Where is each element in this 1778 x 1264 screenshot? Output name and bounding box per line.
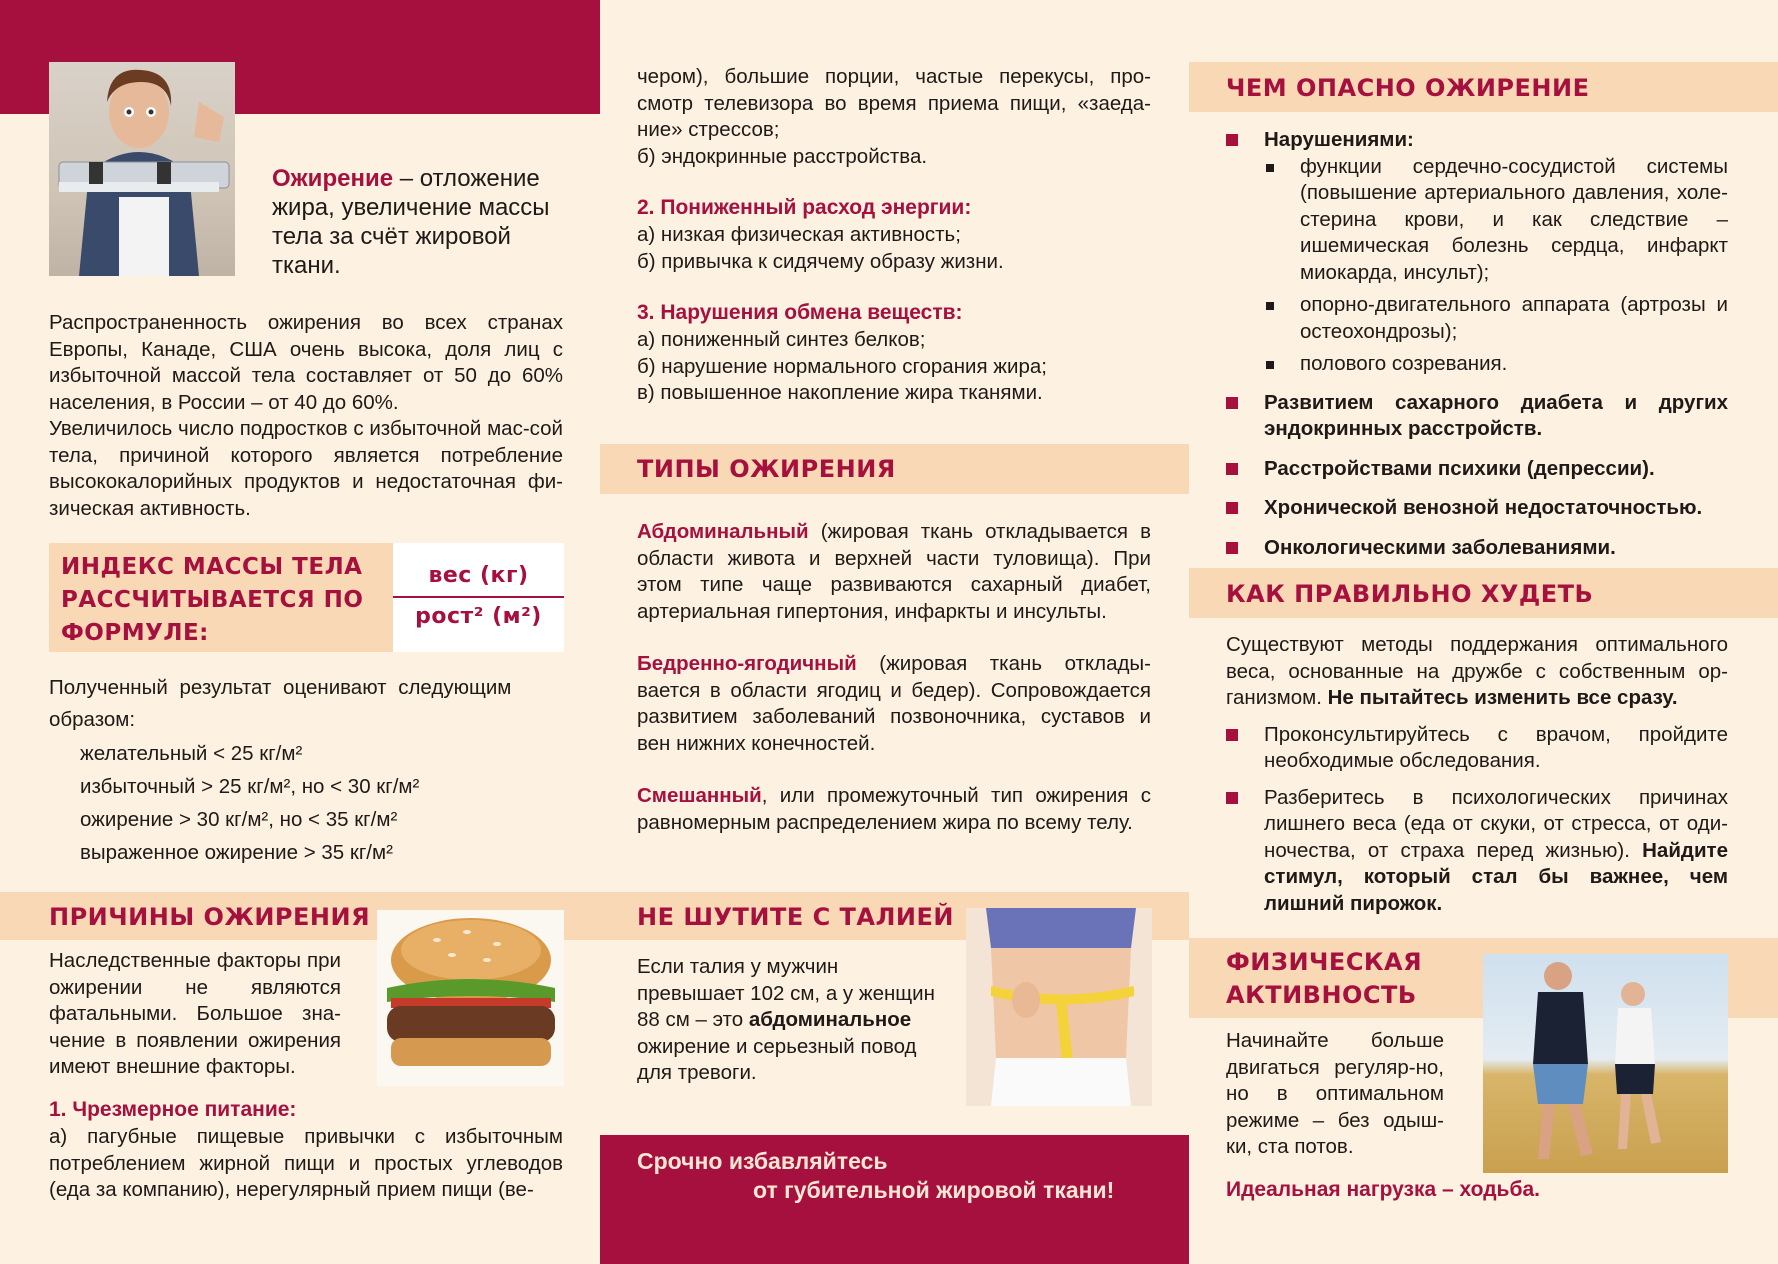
type-mixed	[637, 783, 1151, 836]
bmi-formula	[393, 543, 564, 652]
definition-term: Ожирение	[272, 165, 394, 192]
bmi-fraction-line	[393, 596, 564, 598]
danger-item-diabetes: Развитием сахарного диабета и других эндокринных расстройств.	[1226, 390, 1728, 443]
cause1-continued-text: чером), большие порции, частые перекусы, про-смотр телевизора во время приема пищи, «заеда-ние» стрессов;	[637, 65, 1151, 141]
waist-text-part1: Если талия у мужчин превышает 102 см, а у женщин 88 см – это	[637, 955, 935, 1031]
bmi-title: ИНДЕКС МАССЫ ТЕЛА РАССЧИТЫВАЕТСЯ ПО ФОРМУЛЕ:	[61, 554, 364, 646]
danger-item-violations	[1226, 127, 1728, 154]
type-gluteal-term: Бедренно-ягодичный	[637, 652, 857, 675]
waist-text	[637, 954, 937, 1087]
lose-intro-text: Существуют методы поддержания оптимального веса, основанные на дружбе с собственным ор-ганизмом.	[1226, 633, 1728, 709]
cause1-title: 1. Чрезмерное питание:	[49, 1098, 297, 1121]
cause2-b: б) привычка к сидячему образу жизни.	[637, 249, 1004, 273]
violation-puberty: полового созревания.	[1264, 351, 1728, 378]
bmi-denominator: рост² (м²)	[415, 604, 542, 629]
activity-bold: Идеальная нагрузка – ходьба.	[1226, 1178, 1540, 1201]
waist-measuring-photo	[966, 908, 1152, 1106]
cause3-a: а) пониженный синтез белков;	[637, 328, 926, 351]
waist-title: НЕ ШУТИТЕ С ТАЛИЕЙ	[637, 903, 954, 931]
lose-intro-bold: Не пытайтесь изменить все сразу.	[1327, 686, 1678, 709]
type-mixed-text: , или промежуточный тип ожирения с равномерным распределением жира по всему телу.	[637, 784, 1151, 834]
cause1-b: б) эндокринные расстройства.	[637, 144, 928, 168]
type-abdominal	[637, 519, 1151, 625]
danger-item-oncology: Онкологическими заболеваниями.	[1226, 535, 1728, 562]
definition-text: – отложение жира, увеличение массы тела за счёт жировой ткани.	[272, 165, 550, 279]
range-excess: избыточный > 25 кг/м², но < 30 кг/м²	[80, 775, 420, 798]
range-obesity: ожирение > 30 кг/м², но < 35 кг/м²	[80, 808, 398, 831]
slogan-line-1: Срочно избавляйтесь	[637, 1148, 888, 1174]
violation-cardio: функции сердечно-сосудистой системы (повышение артериального давления, холе-стерина крови, и как следствие – ишемическая болезнь сердца, инфаркт миокарда, инсульт);	[1264, 154, 1728, 287]
cause3-title: 3. Нарушения обмена веществ:	[637, 301, 963, 324]
activity-title-line-2: АКТИВНОСТЬ	[1226, 981, 1417, 1009]
cause1-continued	[637, 64, 1151, 170]
activity-title	[1226, 946, 1422, 1012]
types-title: ТИПЫ ОЖИРЕНИЯ	[637, 455, 896, 483]
danger-title: ЧЕМ ОПАСНО ОЖИРЕНИЕ	[1226, 74, 1590, 102]
cause3-c: в) повышенное накопление жира тканями.	[637, 381, 1043, 404]
woman-on-scale-photo	[49, 62, 235, 276]
bmi-ranges	[80, 737, 560, 869]
teens-text: Увеличилось число подростков с избыточной мас-сой тела, причиной которого является потребление высококалорийных продуктов и недостаточная фи-зическая активность.	[49, 417, 563, 520]
violations-sublist	[1226, 154, 1728, 378]
bmi-title-box	[49, 543, 393, 652]
slogan-line-2: от губительной жировой ткани!	[753, 1177, 1115, 1203]
violation-musculoskeletal: опорно-двигательного аппарата (артрозы и остеохондрозы);	[1264, 292, 1728, 345]
prevalence-text: Распространенность ожирения во всех странах Европы, Канаде, США очень высока, доля лиц с избыточной массой тела составляет от 50 до 60% населения, в России – от 40 до 60%.	[49, 311, 563, 414]
violations-label: Нарушениями:	[1264, 128, 1414, 151]
danger-item-venous: Хронической венозной недостаточностью.	[1226, 495, 1728, 522]
range-desirable: желательный < 25 кг/м²	[80, 742, 303, 765]
activity-title-line-1: ФИЗИЧЕСКАЯ	[1226, 948, 1423, 976]
cause1-text: а) пагубные пищевые привычки с избыточным потреблением жирной пищи и простых углеводов (еда за компанию), нерегулярный прием пищи (ве-	[49, 1125, 563, 1201]
danger-item-psyche: Расстройствами психики (депрессии).	[1226, 456, 1728, 483]
lose-item-doctor: Проконсультируйтесь с врачом, пройдите необходимые обследования.	[1226, 722, 1728, 775]
lose-item-psychology-bold: Найдите стимул, который стал бы важнее, чем лишний пирожок.	[1264, 838, 1728, 915]
cause2-a: а) низкая физическая активность;	[637, 223, 961, 246]
type-gluteal-text: (жировая ткань отклады-вается в области ягодиц и бедер). Сопровождается развитием заболеваний позвоночника, суставов и вен нижних конечностей.	[637, 652, 1151, 755]
cause2-title: 2. Пониженный расход энергии:	[637, 196, 972, 219]
danger-list	[1226, 127, 1728, 561]
waist-bold: абдоминальное	[748, 1008, 912, 1031]
prevalence-paragraph	[49, 310, 563, 522]
cause3-list	[637, 327, 1151, 407]
lose-title: КАК ПРАВИЛЬНО ХУДЕТЬ	[1226, 580, 1594, 608]
causes-title: ПРИЧИНЫ ОЖИРЕНИЯ	[49, 903, 371, 931]
type-abdominal-term: Абдоминальный	[637, 520, 809, 543]
lose-item-psychology	[1226, 785, 1728, 918]
range-severe: выраженное ожирение > 35 кг/м²	[80, 841, 393, 864]
activity-text: Начинайте больше двигаться регуляр-но, но в оптимальном режиме – без одыш-ки, ста потов.	[1226, 1029, 1444, 1158]
obesity-definition	[272, 164, 572, 280]
type-mixed-term: Смешанный	[637, 784, 762, 807]
lose-item-psychology-text: Разберитесь в психологических причинах лишнего веса (еда от скуки, от стресса, от оди-ночества, от страха перед жизнью).	[1264, 785, 1728, 862]
bmi-numerator: вес (кг)	[428, 563, 529, 588]
lose-intro	[1226, 632, 1728, 712]
burger-photo	[377, 910, 564, 1086]
causes-text: Наследственные факторы при ожирении не являются фатальными. Большое зна-чение в появлении ожирения имеют внешние факторы.	[49, 949, 341, 1078]
cause2-list	[637, 222, 1151, 275]
lose-section	[1226, 632, 1728, 917]
type-abdominal-text: (жировая ткань откладывается в области живота и верхней части туловища). При этом типе чаще развиваются сахарный диабет, артериальная гипертония, инфаркты и инсульты.	[637, 520, 1151, 623]
waist-text-part2: ожирение и серьезный повод для тревоги.	[637, 1034, 917, 1084]
type-gluteal	[637, 651, 1151, 757]
cause3-b: б) нарушение нормального сгорания жира;	[637, 354, 1047, 378]
running-couple-photo	[1483, 954, 1728, 1173]
bmi-result-intro: Полученный результат оценивают следующим образом:	[49, 676, 512, 731]
